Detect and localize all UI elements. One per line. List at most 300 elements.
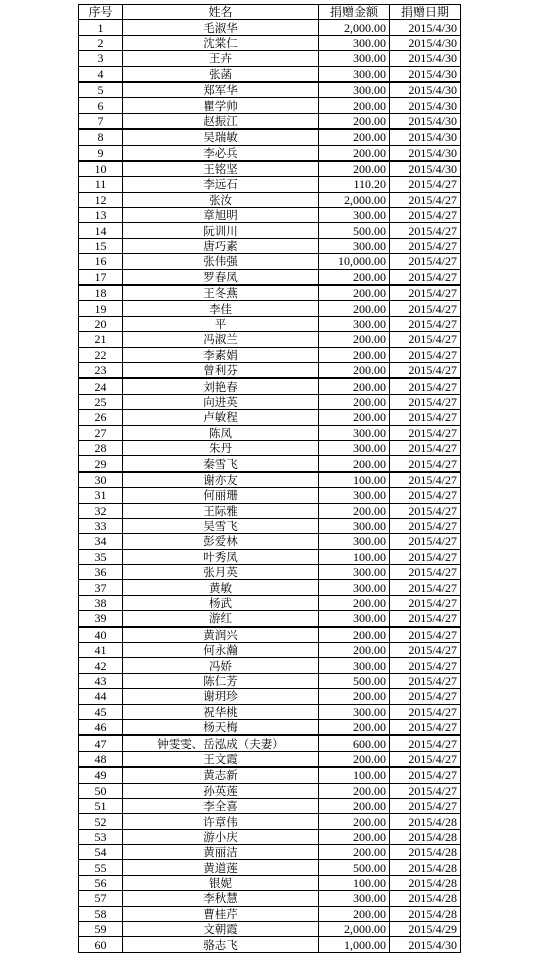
row-seq-cell: 8: [79, 129, 123, 145]
table-row: [79, 595, 461, 610]
row-date-cell: 2015/4/27: [390, 440, 461, 455]
row-name-cell: 秦雪飞: [123, 456, 319, 472]
row-name-cell: 卢敏程: [123, 410, 319, 425]
row-name-cell: 郑军华: [123, 82, 319, 98]
donation-sheet: [78, 4, 461, 953]
row-date-cell: 2015/4/28: [390, 906, 461, 921]
row-seq-cell: 52: [79, 814, 123, 829]
row-seq-cell: 43: [79, 673, 123, 688]
row-date-cell: 2015/4/27: [390, 658, 461, 673]
row-amount-cell: 300.00: [319, 565, 390, 580]
row-seq-cell: 54: [79, 845, 123, 860]
row-date-cell: 2015/4/28: [390, 829, 461, 844]
row-seq-cell: 31: [79, 488, 123, 503]
row-date-cell: 2015/4/27: [390, 425, 461, 440]
row-amount-cell: 200.00: [319, 798, 390, 813]
header-row: [79, 5, 461, 20]
row-amount-cell: 100.00: [319, 549, 390, 564]
row-amount-cell: 300.00: [319, 440, 390, 455]
row-seq-cell: 40: [79, 627, 123, 643]
row-seq-cell: 17: [79, 269, 123, 285]
table-body: [79, 20, 461, 952]
row-date-cell: 2015/4/27: [390, 503, 461, 518]
table-row: [79, 456, 461, 472]
table-row: [79, 719, 461, 735]
table-row: [79, 238, 461, 253]
row-amount-cell: 500.00: [319, 223, 390, 238]
row-amount-cell: 200.00: [319, 814, 390, 829]
row-name-cell: 李远石: [123, 177, 319, 192]
row-date-cell: 2015/4/27: [390, 611, 461, 627]
header-seq: 序号: [79, 5, 123, 20]
row-name-cell: 黄志新: [123, 767, 319, 783]
table-row: [79, 767, 461, 783]
table-row: [79, 580, 461, 595]
row-amount-cell: 200.00: [319, 643, 390, 658]
row-amount-cell: 300.00: [319, 488, 390, 503]
row-date-cell: 2015/4/27: [390, 269, 461, 285]
row-date-cell: 2015/4/27: [390, 735, 461, 751]
row-date-cell: 2015/4/27: [390, 208, 461, 223]
row-name-cell: 王铭坚: [123, 161, 319, 177]
row-amount-cell: 1,000.00: [319, 937, 390, 952]
row-name-cell: 银妮: [123, 875, 319, 890]
table-row: [79, 425, 461, 440]
row-amount-cell: 300.00: [319, 658, 390, 673]
row-date-cell: 2015/4/27: [390, 456, 461, 472]
row-amount-cell: 200.00: [319, 595, 390, 610]
table-row: [79, 161, 461, 177]
table-row: [79, 98, 461, 113]
row-date-cell: 2015/4/30: [390, 51, 461, 66]
table-row: [79, 627, 461, 643]
row-seq-cell: 22: [79, 347, 123, 362]
row-date-cell: 2015/4/27: [390, 238, 461, 253]
row-name-cell: 游小庆: [123, 829, 319, 844]
row-amount-cell: 10,000.00: [319, 254, 390, 269]
row-amount-cell: 200.00: [319, 145, 390, 161]
row-seq-cell: 26: [79, 410, 123, 425]
row-date-cell: 2015/4/27: [390, 192, 461, 207]
table-row: [79, 332, 461, 347]
row-amount-cell: 200.00: [319, 161, 390, 177]
row-amount-cell: 300.00: [319, 35, 390, 50]
table-row: [79, 503, 461, 518]
row-amount-cell: 200.00: [319, 347, 390, 362]
row-name-cell: 黄敏: [123, 580, 319, 595]
row-date-cell: 2015/4/27: [390, 518, 461, 533]
row-seq-cell: 20: [79, 316, 123, 331]
row-date-cell: 2015/4/30: [390, 129, 461, 145]
row-name-cell: 毛淑华: [123, 20, 319, 35]
row-seq-cell: 19: [79, 301, 123, 316]
table-row: [79, 66, 461, 82]
row-name-cell: 孙英莲: [123, 783, 319, 798]
row-name-cell: 游红: [123, 611, 319, 627]
row-date-cell: 2015/4/27: [390, 689, 461, 704]
row-date-cell: 2015/4/30: [390, 20, 461, 35]
row-amount-cell: 200.00: [319, 301, 390, 316]
row-date-cell: 2015/4/27: [390, 783, 461, 798]
table-row: [79, 488, 461, 503]
row-seq-cell: 1: [79, 20, 123, 35]
row-name-cell: 朱丹: [123, 440, 319, 455]
row-date-cell: 2015/4/27: [390, 751, 461, 767]
row-amount-cell: 100.00: [319, 767, 390, 783]
row-seq-cell: 25: [79, 394, 123, 409]
row-amount-cell: 200.00: [319, 332, 390, 347]
row-amount-cell: 200.00: [319, 751, 390, 767]
row-seq-cell: 7: [79, 113, 123, 129]
table-row: [79, 285, 461, 301]
row-seq-cell: 6: [79, 98, 123, 113]
table-row: [79, 937, 461, 952]
table-row: [79, 254, 461, 269]
table-row: [79, 906, 461, 921]
row-date-cell: 2015/4/27: [390, 565, 461, 580]
row-date-cell: 2015/4/27: [390, 254, 461, 269]
row-name-cell: 李必兵: [123, 145, 319, 161]
row-date-cell: 2015/4/28: [390, 814, 461, 829]
row-amount-cell: 200.00: [319, 456, 390, 472]
row-amount-cell: 300.00: [319, 425, 390, 440]
row-name-cell: 平: [123, 316, 319, 331]
row-seq-cell: 3: [79, 51, 123, 66]
row-date-cell: 2015/4/27: [390, 595, 461, 610]
row-name-cell: 何永瀚: [123, 643, 319, 658]
table-row: [79, 783, 461, 798]
row-seq-cell: 33: [79, 518, 123, 533]
row-seq-cell: 30: [79, 472, 123, 488]
row-date-cell: 2015/4/27: [390, 347, 461, 362]
table-row: [79, 82, 461, 98]
row-name-cell: 王文霞: [123, 751, 319, 767]
row-amount-cell: 300.00: [319, 66, 390, 82]
row-name-cell: 曹桂芹: [123, 906, 319, 921]
row-date-cell: 2015/4/27: [390, 410, 461, 425]
row-amount-cell: 110.20: [319, 177, 390, 192]
table-row: [79, 301, 461, 316]
row-date-cell: 2015/4/27: [390, 301, 461, 316]
row-name-cell: 阮训川: [123, 223, 319, 238]
row-name-cell: 杨武: [123, 595, 319, 610]
row-name-cell: 章旭明: [123, 208, 319, 223]
row-name-cell: 王卉: [123, 51, 319, 66]
row-name-cell: 李秋慧: [123, 891, 319, 906]
table-row: [79, 362, 461, 378]
row-amount-cell: 200.00: [319, 410, 390, 425]
row-date-cell: 2015/4/30: [390, 937, 461, 952]
row-seq-cell: 9: [79, 145, 123, 161]
row-name-cell: 冯淑兰: [123, 332, 319, 347]
donation-table: [78, 4, 461, 953]
table-row: [79, 378, 461, 394]
row-name-cell: 黄道莲: [123, 860, 319, 875]
row-date-cell: 2015/4/27: [390, 719, 461, 735]
table-row: [79, 922, 461, 937]
row-seq-cell: 48: [79, 751, 123, 767]
row-seq-cell: 38: [79, 595, 123, 610]
row-seq-cell: 60: [79, 937, 123, 952]
row-amount-cell: 200.00: [319, 783, 390, 798]
row-seq-cell: 56: [79, 875, 123, 890]
row-date-cell: 2015/4/28: [390, 891, 461, 906]
row-date-cell: 2015/4/27: [390, 177, 461, 192]
row-name-cell: 谢玥珍: [123, 689, 319, 704]
row-name-cell: 黄丽洁: [123, 845, 319, 860]
table-row: [79, 145, 461, 161]
row-name-cell: 骆志飞: [123, 937, 319, 952]
row-name-cell: 彭爱林: [123, 534, 319, 549]
row-amount-cell: 200.00: [319, 829, 390, 844]
row-name-cell: 赵振江: [123, 113, 319, 129]
table-row: [79, 860, 461, 875]
table-row: [79, 549, 461, 564]
table-row: [79, 440, 461, 455]
row-amount-cell: 200.00: [319, 362, 390, 378]
table-row: [79, 751, 461, 767]
row-amount-cell: 2,000.00: [319, 192, 390, 207]
row-amount-cell: 300.00: [319, 891, 390, 906]
table-row: [79, 35, 461, 50]
row-name-cell: 张汝: [123, 192, 319, 207]
row-name-cell: 吴瑞敏: [123, 129, 319, 145]
row-date-cell: 2015/4/28: [390, 875, 461, 890]
row-seq-cell: 24: [79, 378, 123, 394]
table-row: [79, 875, 461, 890]
row-name-cell: 谢亦友: [123, 472, 319, 488]
row-seq-cell: 57: [79, 891, 123, 906]
table-row: [79, 208, 461, 223]
row-date-cell: 2015/4/27: [390, 673, 461, 688]
table-row: [79, 611, 461, 627]
row-name-cell: 刘艳春: [123, 378, 319, 394]
row-name-cell: 张菡: [123, 66, 319, 82]
row-seq-cell: 46: [79, 719, 123, 735]
row-name-cell: 祝华桃: [123, 704, 319, 719]
row-seq-cell: 41: [79, 643, 123, 658]
row-date-cell: 2015/4/27: [390, 534, 461, 549]
table-row: [79, 704, 461, 719]
table-row: [79, 316, 461, 331]
row-name-cell: 黄润兴: [123, 627, 319, 643]
table-row: [79, 20, 461, 35]
row-date-cell: 2015/4/27: [390, 362, 461, 378]
row-seq-cell: 55: [79, 860, 123, 875]
row-amount-cell: 200.00: [319, 269, 390, 285]
row-amount-cell: 200.00: [319, 378, 390, 394]
row-name-cell: 叶秀凤: [123, 549, 319, 564]
row-amount-cell: 200.00: [319, 98, 390, 113]
row-date-cell: 2015/4/27: [390, 798, 461, 813]
row-date-cell: 2015/4/27: [390, 285, 461, 301]
row-amount-cell: 500.00: [319, 673, 390, 688]
table-row: [79, 113, 461, 129]
table-row: [79, 534, 461, 549]
row-seq-cell: 12: [79, 192, 123, 207]
table-row: [79, 51, 461, 66]
row-date-cell: 2015/4/27: [390, 472, 461, 488]
row-name-cell: 王冬燕: [123, 285, 319, 301]
row-name-cell: 曾利芬: [123, 362, 319, 378]
row-amount-cell: 300.00: [319, 82, 390, 98]
row-name-cell: 唐巧素: [123, 238, 319, 253]
table-row: [79, 735, 461, 751]
row-amount-cell: 300.00: [319, 611, 390, 627]
row-amount-cell: 200.00: [319, 113, 390, 129]
row-seq-cell: 45: [79, 704, 123, 719]
table-row: [79, 472, 461, 488]
row-amount-cell: 100.00: [319, 472, 390, 488]
row-name-cell: 张月英: [123, 565, 319, 580]
row-date-cell: 2015/4/27: [390, 549, 461, 564]
row-seq-cell: 21: [79, 332, 123, 347]
table-row: [79, 177, 461, 192]
row-name-cell: 瞿学帅: [123, 98, 319, 113]
row-seq-cell: 18: [79, 285, 123, 301]
row-date-cell: 2015/4/27: [390, 332, 461, 347]
row-seq-cell: 11: [79, 177, 123, 192]
table-row: [79, 658, 461, 673]
row-amount-cell: 300.00: [319, 534, 390, 549]
row-amount-cell: 600.00: [319, 735, 390, 751]
row-date-cell: 2015/4/27: [390, 627, 461, 643]
row-amount-cell: 2,000.00: [319, 20, 390, 35]
row-amount-cell: 200.00: [319, 689, 390, 704]
row-amount-cell: 200.00: [319, 129, 390, 145]
row-amount-cell: 300.00: [319, 580, 390, 595]
row-amount-cell: 2,000.00: [319, 922, 390, 937]
table-row: [79, 891, 461, 906]
row-amount-cell: 200.00: [319, 503, 390, 518]
row-date-cell: 2015/4/30: [390, 82, 461, 98]
table-row: [79, 673, 461, 688]
row-seq-cell: 15: [79, 238, 123, 253]
row-amount-cell: 300.00: [319, 238, 390, 253]
row-date-cell: 2015/4/27: [390, 767, 461, 783]
row-amount-cell: 200.00: [319, 394, 390, 409]
header-name: 姓名: [123, 5, 319, 20]
row-amount-cell: 200.00: [319, 845, 390, 860]
row-date-cell: 2015/4/29: [390, 922, 461, 937]
row-name-cell: 许章伟: [123, 814, 319, 829]
row-seq-cell: 49: [79, 767, 123, 783]
row-amount-cell: 200.00: [319, 906, 390, 921]
row-seq-cell: 23: [79, 362, 123, 378]
row-date-cell: 2015/4/30: [390, 161, 461, 177]
row-date-cell: 2015/4/27: [390, 580, 461, 595]
row-name-cell: 杨天梅: [123, 719, 319, 735]
row-seq-cell: 36: [79, 565, 123, 580]
row-seq-cell: 50: [79, 783, 123, 798]
row-name-cell: 陈仁芳: [123, 673, 319, 688]
row-seq-cell: 27: [79, 425, 123, 440]
row-amount-cell: 200.00: [319, 627, 390, 643]
header-date: 捐赠日期: [390, 5, 461, 20]
row-name-cell: 向进英: [123, 394, 319, 409]
row-date-cell: 2015/4/27: [390, 223, 461, 238]
row-date-cell: 2015/4/30: [390, 35, 461, 50]
row-seq-cell: 32: [79, 503, 123, 518]
row-date-cell: 2015/4/28: [390, 845, 461, 860]
row-date-cell: 2015/4/27: [390, 488, 461, 503]
table-row: [79, 223, 461, 238]
row-seq-cell: 29: [79, 456, 123, 472]
row-name-cell: 李佳: [123, 301, 319, 316]
row-seq-cell: 34: [79, 534, 123, 549]
row-amount-cell: 300.00: [319, 704, 390, 719]
row-amount-cell: 200.00: [319, 285, 390, 301]
row-seq-cell: 14: [79, 223, 123, 238]
row-seq-cell: 10: [79, 161, 123, 177]
row-seq-cell: 39: [79, 611, 123, 627]
row-seq-cell: 35: [79, 549, 123, 564]
table-row: [79, 798, 461, 813]
row-amount-cell: 100.00: [319, 875, 390, 890]
row-name-cell: 王际雅: [123, 503, 319, 518]
row-name-cell: 钟雯雯、岳泓成（夫妻）: [123, 735, 319, 751]
row-date-cell: 2015/4/27: [390, 378, 461, 394]
row-seq-cell: 44: [79, 689, 123, 704]
row-date-cell: 2015/4/30: [390, 145, 461, 161]
row-name-cell: 罗春凤: [123, 269, 319, 285]
table-row: [79, 643, 461, 658]
row-seq-cell: 42: [79, 658, 123, 673]
row-name-cell: 沈棠仁: [123, 35, 319, 50]
row-amount-cell: 200.00: [319, 719, 390, 735]
row-amount-cell: 300.00: [319, 51, 390, 66]
row-seq-cell: 58: [79, 906, 123, 921]
table-row: [79, 829, 461, 844]
table-row: [79, 269, 461, 285]
row-name-cell: 李素娟: [123, 347, 319, 362]
table-row: [79, 518, 461, 533]
row-name-cell: 陈凤: [123, 425, 319, 440]
row-amount-cell: 300.00: [319, 518, 390, 533]
row-seq-cell: 2: [79, 35, 123, 50]
table-row: [79, 394, 461, 409]
row-date-cell: 2015/4/30: [390, 98, 461, 113]
row-name-cell: 张伟强: [123, 254, 319, 269]
row-name-cell: 文朝霞: [123, 922, 319, 937]
table-row: [79, 565, 461, 580]
row-date-cell: 2015/4/28: [390, 860, 461, 875]
row-seq-cell: 4: [79, 66, 123, 82]
row-seq-cell: 37: [79, 580, 123, 595]
row-seq-cell: 5: [79, 82, 123, 98]
row-name-cell: 李全喜: [123, 798, 319, 813]
row-seq-cell: 13: [79, 208, 123, 223]
header-amount: 捐赠金额: [319, 5, 390, 20]
row-date-cell: 2015/4/27: [390, 394, 461, 409]
table-row: [79, 347, 461, 362]
row-name-cell: 冯娇: [123, 658, 319, 673]
row-name-cell: 吴雪飞: [123, 518, 319, 533]
row-seq-cell: 28: [79, 440, 123, 455]
row-amount-cell: 300.00: [319, 316, 390, 331]
row-seq-cell: 51: [79, 798, 123, 813]
row-seq-cell: 16: [79, 254, 123, 269]
table-row: [79, 129, 461, 145]
table-row: [79, 689, 461, 704]
row-seq-cell: 47: [79, 735, 123, 751]
row-date-cell: 2015/4/27: [390, 316, 461, 331]
row-date-cell: 2015/4/27: [390, 643, 461, 658]
table-row: [79, 814, 461, 829]
row-seq-cell: 59: [79, 922, 123, 937]
row-seq-cell: 53: [79, 829, 123, 844]
row-date-cell: 2015/4/30: [390, 113, 461, 129]
